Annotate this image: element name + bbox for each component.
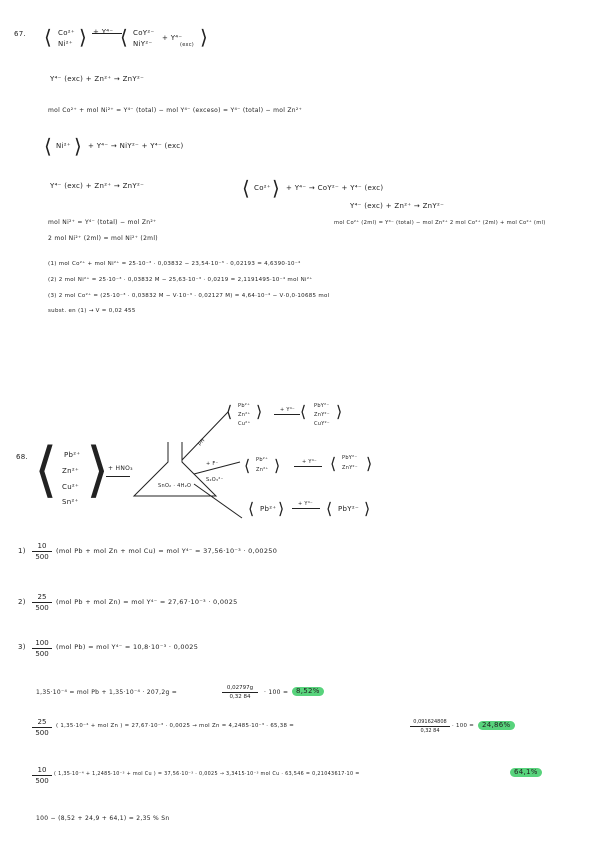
b3p-bracket-l: ⟨	[326, 499, 333, 518]
eq3-frac-bot: 500	[35, 650, 49, 658]
ion-cu: Cu²⁺	[62, 483, 80, 491]
result3-highlight: 64,1%	[510, 768, 542, 777]
b2-arrow-label: + Y⁴⁻	[302, 459, 317, 465]
b2-prod-1: PbY²⁻	[342, 455, 358, 461]
branch2-label-b: S₂O₃²⁻	[206, 477, 224, 483]
r1-frac-top: 0,02797g	[226, 685, 254, 691]
eq-co-complex: + Y⁴⁻ → CoY²⁻ + Y⁴⁻ (exc)	[286, 184, 384, 192]
bracket-left-big: ⟨	[34, 435, 58, 505]
r3-frac-bot: 500	[35, 777, 49, 785]
r2-frac-bot: 500	[35, 729, 49, 737]
r2-frac-top: 25	[37, 718, 47, 726]
eq-mol-co: mol Co²⁺ (2ml) = Y⁴⁻ (total) − mol Zn²⁺ 2 mol Co²⁺ (2ml) + mol Co²⁺ (ml)	[334, 220, 546, 226]
eq2-fraction	[32, 593, 52, 612]
b1-arrow	[274, 414, 300, 415]
eq3-num: 3)	[18, 643, 26, 651]
eq3-fraction	[32, 639, 52, 658]
eq-mol-ni: mol Ni²⁺ = Y⁴⁻ (total) − mol Zn²⁺	[48, 219, 157, 226]
excess-sub: (exc)	[180, 42, 195, 48]
b3-arrow	[292, 508, 320, 509]
r3-frac-top: 10	[37, 766, 47, 774]
b2-arrow	[294, 466, 322, 467]
b1-bracket-l: ⟨	[226, 402, 233, 421]
calc-2: (2) 2 mol Ni²⁺ = 25·10⁻³ · 0,03832 M − 25,63·10⁻³ · 0,0219 = 2,1191495·10⁻⁴ mol Ni²⁺	[48, 277, 313, 283]
r2-frac-top2: 0,091624808	[413, 719, 447, 725]
bracket-right-2: ⟩	[200, 25, 209, 49]
b2-ion-1: Pb²⁺	[256, 457, 269, 463]
eq2-num: 2)	[18, 598, 26, 606]
ion-ni: Ni²⁺	[58, 40, 73, 48]
result2-highlight: 24,86%	[478, 721, 515, 730]
bracket-right-4: ⟩	[272, 176, 281, 200]
result1-tail: · 100 =	[264, 689, 289, 696]
calc-1: (1) mol Co²⁺ + mol Ni²⁺ = 25·10⁻³ · 0,03832 − 23,54·10⁻³ · 0,02193 = 4,6390·10⁻⁴	[48, 261, 301, 267]
result3-fraction-left	[32, 766, 52, 785]
problem-68-number: 68.	[16, 453, 29, 461]
b1-ion-2: Zn²⁺	[238, 412, 251, 418]
result2-fraction-left	[32, 718, 52, 737]
reaction-arrow	[92, 33, 122, 34]
b1-bracket-r: ⟩	[256, 402, 263, 421]
eq2: (mol Pb + mol Zn) = mol Y⁴⁻ = 27,67·10⁻³ · 0,0025	[56, 598, 238, 606]
result3-eq: ( 1,35·10⁻⁴ + 1,2485·10⁻³ + mol Cu ) = 37,56·10⁻³ · 0,0025 → 3,3415·10⁻³ mol Cu · 63,546 = 0,21043617·10 =	[54, 771, 360, 777]
result2-fraction	[410, 719, 450, 734]
branch2-label-a: + F⁻	[206, 461, 219, 467]
b3-arrow-label: + Y⁴⁻	[298, 501, 313, 507]
b1-ion-3: Cu²⁺	[238, 421, 251, 427]
arrow-to-flask	[106, 476, 130, 477]
eq-mol-balance: mol Co²⁺ + mol Ni²⁺ = Y⁴⁻ (total) − mol Y⁴⁻ (exceso) = Y⁴⁻ (total) − mol Zn²⁺	[48, 107, 303, 114]
b1p-bracket-l: ⟨	[300, 402, 307, 421]
calc-4: subst. en (1) → V = 0,02 455	[48, 308, 136, 314]
eq-2mol-ni: 2 mol Ni²⁺ (2ml) = mol Ni²⁺ (2ml)	[48, 235, 158, 242]
eq1-num: 1)	[18, 547, 26, 555]
result1-highlight: 8,52%	[292, 687, 324, 696]
b3p-bracket-r: ⟩	[364, 499, 371, 518]
b3-ion: Pb²⁺	[260, 505, 277, 513]
eq-ni-complex: + Y⁴⁻ → NiY²⁻ + Y⁴⁻ (exc)	[88, 142, 184, 150]
flask-label: SnO₂ · 4H₂O	[158, 483, 192, 489]
ion-co-2: Co²⁺	[254, 184, 271, 192]
bracket-right-big: ⟩	[86, 435, 110, 505]
b1-ion-1: Pb²⁺	[238, 403, 251, 409]
result1-eq: 1,35·10⁻⁴ = mol Pb + 1,35·10⁻⁴ · 207,2g =	[36, 689, 178, 696]
bracket-left: ⟨	[44, 25, 53, 49]
b2-bracket-r: ⟩	[274, 456, 281, 475]
b1-prod-3: CuY²⁻	[314, 421, 330, 427]
b3-bracket-r: ⟩	[278, 499, 285, 518]
b2p-bracket-l: ⟨	[330, 454, 337, 473]
eq-zn-back-2: Y⁴⁻ (exc) + Zn²⁺ → ZnY²⁻	[50, 182, 145, 190]
result2-tail: · 100 =	[452, 723, 475, 729]
final-result: 100 − (8,52 + 24,9 + 64,1) = 2,35 % Sn	[36, 815, 170, 822]
b3-bracket-l: ⟨	[248, 499, 255, 518]
bracket-right-3: ⟩	[74, 134, 83, 158]
ion-co: Co²⁺	[58, 29, 75, 37]
bracket-left-3: ⟨	[44, 134, 53, 158]
b2p-bracket-r: ⟩	[366, 454, 373, 473]
reagent-hno3: + HNO₃	[108, 465, 133, 472]
problem-67-number: 67.	[14, 30, 27, 38]
ion-ni-2: Ni²⁺	[56, 142, 71, 150]
eq1-frac-top: 10	[37, 542, 47, 550]
ion-zn: Zn²⁺	[62, 467, 79, 475]
b2-prod-2: ZnY²⁻	[342, 465, 358, 471]
eq-zn-back-3: Y⁴⁻ (exc) + Zn²⁺ → ZnY²⁻	[350, 202, 445, 210]
eq3: (mol Pb) = mol Y⁴⁻ = 10,8·10⁻³ · 0,0025	[56, 643, 199, 651]
eq1: (mol Pb + mol Zn + mol Cu) = mol Y⁴⁻ = 37,56·10⁻³ · 0,00250	[56, 547, 278, 555]
reaction-arrow-label: + Y⁴⁻	[93, 28, 114, 36]
result1-fraction	[222, 685, 258, 700]
calc-3: (3) 2 mol Co²⁺ = (25·10⁻³ · 0,03832 M − V·10⁻³ · 0,02127 M) = 4,64·10⁻⁴ − V·0,0·10685 mol	[48, 293, 330, 299]
eq2-frac-bot: 500	[35, 604, 49, 612]
eq1-fraction	[32, 542, 52, 561]
bracket-left-4: ⟨	[242, 176, 251, 200]
b1-arrow-label: + Y⁴⁻	[280, 407, 295, 413]
eq2-frac-top: 25	[37, 593, 47, 601]
eq1-frac-bot: 500	[35, 553, 49, 561]
excess-y: + Y⁴⁻	[162, 34, 183, 42]
r1-frac-bot: 0,32 84	[229, 694, 251, 700]
b1p-bracket-r: ⟩	[336, 402, 343, 421]
b2-ion-2: Zn²⁺	[256, 467, 269, 473]
ion-sn: Sn²⁺	[62, 498, 79, 506]
b3-prod: PbY²⁻	[338, 505, 359, 513]
eq-zn-back-titration: Y⁴⁻ (exc) + Zn²⁺ → ZnY²⁻	[50, 75, 145, 83]
complex-coy: CoY²⁻	[133, 29, 155, 37]
b2-bracket-l: ⟨	[244, 456, 251, 475]
r2-frac-bot2: 0,32 84	[420, 728, 440, 734]
bracket-left-2: ⟨	[120, 25, 129, 49]
ion-pb: Pb²⁺	[64, 451, 81, 459]
complex-niy: NiY²⁻	[133, 40, 153, 48]
bracket-right: ⟩	[79, 25, 88, 49]
b1-prod-1: PbY²⁻	[314, 403, 330, 409]
eq3-frac-top: 100	[35, 639, 49, 647]
b1-prod-2: ZnY²⁻	[314, 412, 330, 418]
result2-eq: ( 1,35·10⁻⁴ + mol Zn ) = 27,67·10⁻³ · 0,0025 → mol Zn = 4,2485·10⁻³ · 65,38 =	[56, 723, 295, 729]
branch1-label: pH	[196, 437, 207, 447]
